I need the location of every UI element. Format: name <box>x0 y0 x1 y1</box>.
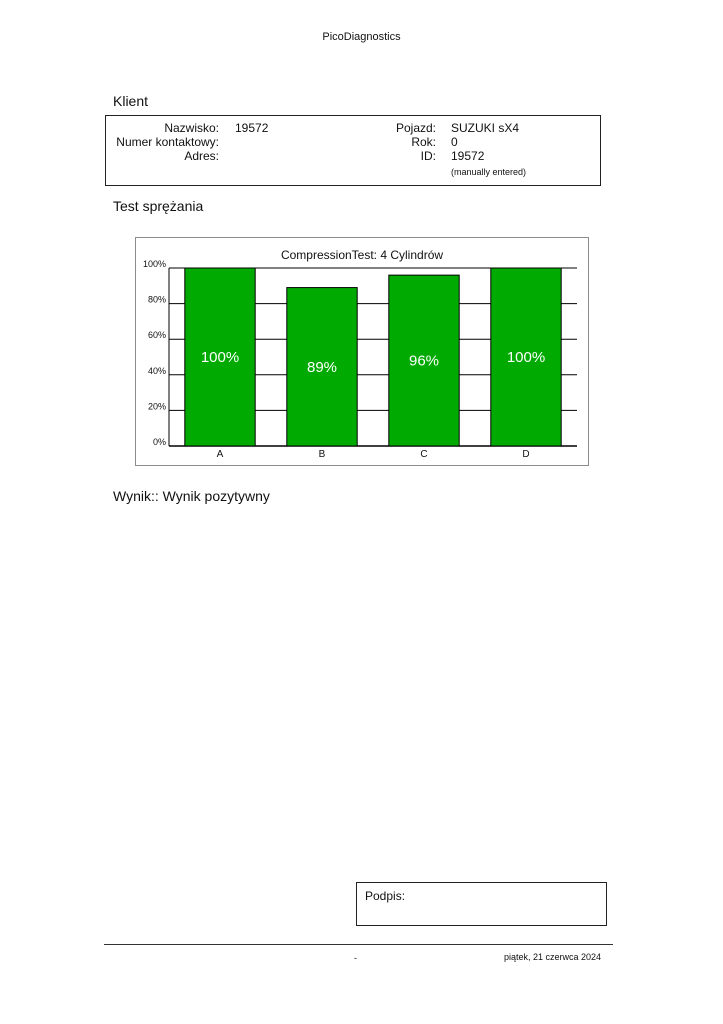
footer-divider <box>104 944 613 945</box>
y-tick-label: 80% <box>147 294 166 305</box>
compression-chart <box>135 237 589 466</box>
name-label: Nazwisko: <box>164 121 219 135</box>
y-tick-label: 0% <box>152 437 166 447</box>
name-value: 19572 <box>235 121 269 135</box>
signature-label: Podpis: <box>365 889 406 903</box>
bar-value-label: 100% <box>200 349 240 366</box>
year-label: Rok: <box>411 135 436 149</box>
id-label: ID: <box>420 149 436 163</box>
vehicle-value: SUZUKI sX4 <box>451 121 520 135</box>
y-tick-label: 40% <box>147 365 166 376</box>
footer-center-text: - <box>354 953 357 963</box>
client-section-title: Klient <box>113 93 149 109</box>
result-text: Wynik:: Wynik pozytywny <box>113 488 270 504</box>
test-section-title: Test sprężania <box>113 198 204 214</box>
vehicle-label: Pojazd: <box>395 121 436 135</box>
client-info-box <box>105 115 601 186</box>
id-note: (manually entered) <box>451 167 527 177</box>
bar-value-label: 89% <box>306 358 338 376</box>
y-tick-label: 60% <box>147 330 166 341</box>
address-label: Adres: <box>184 149 219 163</box>
app-name: PicoDiagnostics <box>322 31 401 43</box>
x-tick-label: A <box>216 449 224 460</box>
bar-value-label: 96% <box>408 352 440 370</box>
chart-title: CompressionTest: 4 Cylindrów <box>280 248 444 262</box>
x-tick-label: D <box>522 449 530 460</box>
y-tick-label: 100% <box>142 259 166 269</box>
y-tick-label: 20% <box>147 401 166 412</box>
year-value: 0 <box>451 135 458 149</box>
compression-chart-svg <box>136 238 588 465</box>
id-value: 19572 <box>451 149 485 163</box>
bar-value-label: 100% <box>506 349 546 366</box>
x-tick-label: C <box>420 449 428 460</box>
footer-date: piątek, 21 czerwca 2024 <box>503 952 601 962</box>
signature-box <box>356 882 607 926</box>
x-tick-label: B <box>318 449 326 460</box>
phone-label: Numer kontaktowy: <box>116 135 219 149</box>
